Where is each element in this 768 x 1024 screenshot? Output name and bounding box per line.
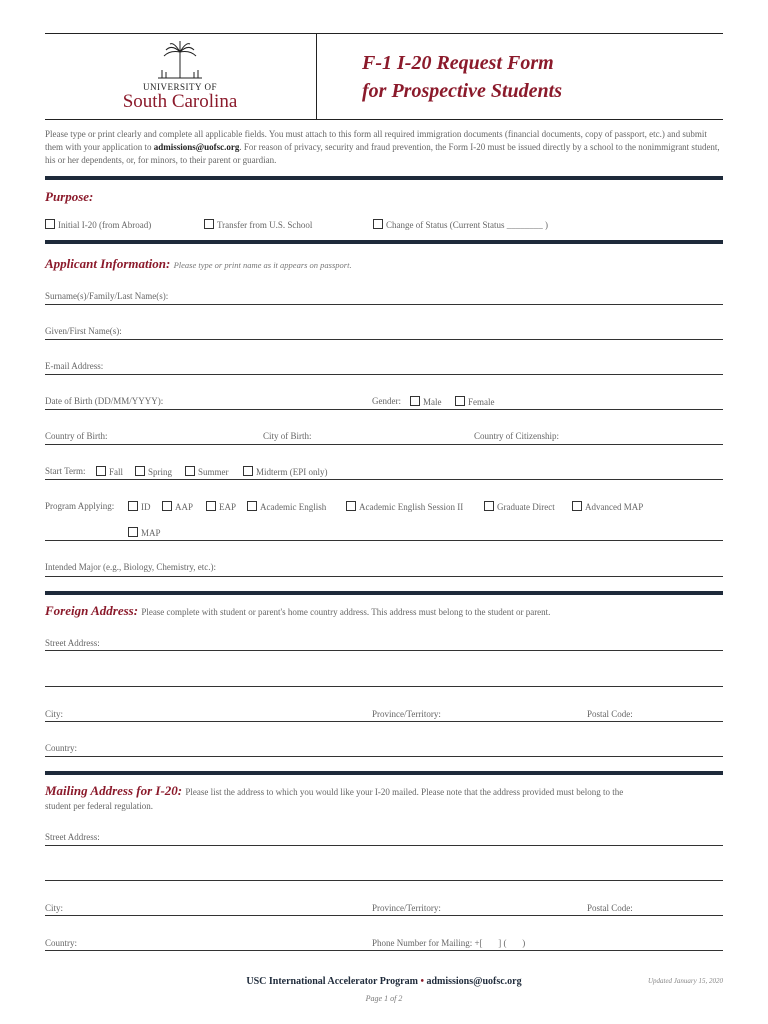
term-fall-label: Fall — [109, 467, 124, 477]
checkbox[interactable] — [128, 501, 138, 511]
program-aap[interactable] — [162, 501, 193, 512]
program-eap[interactable] — [206, 501, 236, 512]
program-academic-english-label: Academic English — [260, 502, 327, 512]
mailing-street-label: Street Address: — [45, 832, 100, 842]
foreign-note: Please complete with student or parent's home country address. This address must belong to the student or parent. — [141, 607, 551, 617]
program-id-label: ID — [141, 502, 151, 512]
email-field[interactable] — [45, 374, 723, 375]
university-line1: UNIVERSITY OF — [143, 82, 217, 92]
major-label: Intended Major (e.g., Biology, Chemistry, etc.): — [45, 562, 217, 572]
intro-email[interactable]: admissions@uofsc.org — [153, 142, 240, 152]
program-eap-label: EAP — [219, 502, 237, 512]
form-title-line2: for Prospective Students — [362, 80, 562, 102]
gender-male-label: Male — [423, 397, 442, 407]
footer-updated: Updated January 15, 2020 — [647, 977, 723, 985]
term-summer[interactable] — [185, 466, 229, 477]
intro-paragraph — [45, 128, 723, 167]
purpose-change-status[interactable] — [373, 219, 548, 230]
section-rule-applicant — [45, 240, 723, 244]
program-map[interactable] — [128, 527, 161, 538]
program-academic-english[interactable] — [247, 501, 326, 512]
header-bottom-rule — [45, 119, 723, 120]
purpose-transfer-label: Transfer from U.S. School — [217, 220, 313, 230]
purpose-initial[interactable] — [45, 219, 151, 230]
section-rule-purpose — [45, 176, 723, 180]
intro-text-after: . For reason of privacy, security and fraud prevention, the Form I-20 must be issued directly by a school to the nonimmigrant student, his or her dependents, or, for minors, to their parent or guardian. — [45, 142, 720, 165]
mailing-title-text: Mailing Address for I-20: — [45, 783, 183, 798]
foreign-province-label: Province/Territory: — [372, 709, 441, 719]
applicant-title-text: Applicant Information: — [45, 256, 171, 271]
foreign-city-label: City: — [45, 709, 64, 719]
checkbox[interactable] — [373, 219, 383, 229]
surname-field[interactable] — [45, 304, 723, 305]
foreign-street-field-2[interactable] — [45, 686, 723, 687]
program-aap-label: AAP — [175, 502, 194, 512]
checkbox[interactable] — [484, 501, 494, 511]
foreign-street-label: Street Address: — [45, 638, 100, 648]
gender-female[interactable] — [455, 396, 495, 407]
footer-email[interactable]: admissions@uofsc.org — [426, 976, 522, 987]
term-midterm-label: Midterm (EPI only) — [256, 467, 328, 477]
form-title-line1: F-1 I-20 Request Form — [362, 52, 554, 74]
gender-male[interactable] — [410, 396, 442, 407]
major-field[interactable] — [45, 576, 723, 577]
program-label: Program Applying: — [45, 501, 115, 511]
mailing-city-label: City: — [45, 903, 64, 913]
mailing-city-field[interactable] — [45, 915, 723, 916]
mailing-note-line1: Please list the address to which you would like your I-20 mailed. Please note that the address provided must belong to the — [185, 787, 624, 797]
mailing-phone-label: Phone Number for Mailing: +[ ] ( ) — [372, 938, 526, 948]
checkbox[interactable] — [572, 501, 582, 511]
checkbox[interactable] — [96, 466, 106, 476]
checkbox[interactable] — [135, 466, 145, 476]
dob-label: Date of Birth (DD/MM/YYYY): — [45, 396, 164, 406]
checkbox[interactable] — [204, 219, 214, 229]
program-academic-english-ii[interactable] — [346, 501, 463, 512]
term-fall[interactable] — [96, 466, 123, 477]
checkbox[interactable] — [410, 396, 420, 406]
term-spring-label: Spring — [148, 467, 173, 477]
palmetto-logo-icon — [150, 40, 210, 80]
header-divider — [316, 33, 317, 119]
start-term-field — [45, 479, 723, 480]
term-spring[interactable] — [135, 466, 172, 477]
foreign-postal-label: Postal Code: — [587, 709, 633, 719]
program-field — [45, 540, 723, 541]
section-rule-foreign — [45, 591, 723, 595]
applicant-note: Please type or print name as it appears on passport. — [173, 260, 352, 270]
program-map-label: MAP — [141, 528, 161, 538]
checkbox[interactable] — [247, 501, 257, 511]
city-birth-label: City of Birth: — [263, 431, 312, 441]
header-top-rule — [45, 33, 723, 34]
mailing-postal-label: Postal Code: — [587, 903, 633, 913]
applicant-title — [45, 256, 352, 272]
page-number: Page 1 of 2 — [365, 994, 403, 1003]
country-birth-label: Country of Birth: — [45, 431, 108, 441]
university-name: South Carolina — [122, 91, 238, 112]
dob-gender-field[interactable] — [45, 409, 723, 410]
mailing-province-label: Province/Territory: — [372, 903, 441, 913]
program-graduate-direct-label: Graduate Direct — [497, 502, 555, 512]
mailing-country-label: Country: — [45, 938, 78, 948]
foreign-country-field[interactable] — [45, 756, 723, 757]
mailing-country-field[interactable] — [45, 950, 723, 951]
program-id[interactable] — [128, 501, 151, 512]
mailing-street-field-2[interactable] — [45, 880, 723, 881]
gender-female-label: Female — [468, 397, 495, 407]
program-graduate-direct[interactable] — [484, 501, 555, 512]
section-rule-mailing — [45, 771, 723, 775]
checkbox[interactable] — [346, 501, 356, 511]
term-summer-label: Summer — [198, 467, 229, 477]
foreign-city-field[interactable] — [45, 721, 723, 722]
birth-citizenship-field[interactable] — [45, 444, 723, 445]
given-name-field[interactable] — [45, 339, 723, 340]
program-academic-english-ii-label: Academic English Session II — [359, 502, 464, 512]
purpose-initial-label: Initial I-20 (from Abroad) — [58, 220, 152, 230]
program-advanced-map-label: Advanced MAP — [585, 502, 644, 512]
footer-program: USC International Accelerator Program — [246, 976, 418, 987]
checkbox[interactable] — [45, 219, 55, 229]
checkbox[interactable] — [243, 466, 253, 476]
email-label: E-mail Address: — [45, 361, 104, 371]
checkbox[interactable] — [206, 501, 216, 511]
foreign-country-label: Country: — [45, 743, 78, 753]
term-midterm[interactable] — [243, 466, 328, 477]
surname-label: Surname(s)/Family/Last Name(s): — [45, 291, 169, 301]
given-name-label: Given/First Name(s): — [45, 326, 122, 336]
checkbox[interactable] — [185, 466, 195, 476]
mailing-note-line2: student per federal regulation. — [45, 801, 153, 811]
gender-label: Gender: — [372, 396, 401, 406]
mailing-street-field[interactable] — [45, 845, 723, 846]
foreign-title — [45, 603, 550, 619]
start-term-label: Start Term: — [45, 466, 86, 476]
checkbox[interactable] — [455, 396, 465, 406]
foreign-title-text: Foreign Address: — [45, 603, 139, 618]
purpose-title: Purpose: — [45, 189, 94, 204]
intro-text-before: Please type or print clearly and complete all applicable fields. You must attach to this form all required immigration documents (financial documents, copy of passport, etc.) and submit them with your application to — [45, 129, 707, 152]
checkbox[interactable] — [128, 527, 138, 537]
footer-bullet: • — [420, 976, 424, 987]
citizenship-label: Country of Citizenship: — [474, 431, 559, 441]
purpose-change-label: Change of Status (Current Status ________ ) — [386, 220, 548, 230]
purpose-transfer[interactable] — [204, 219, 312, 230]
mailing-title — [45, 783, 623, 799]
program-advanced-map[interactable] — [572, 501, 643, 512]
foreign-street-field[interactable] — [45, 650, 723, 651]
checkbox[interactable] — [162, 501, 172, 511]
